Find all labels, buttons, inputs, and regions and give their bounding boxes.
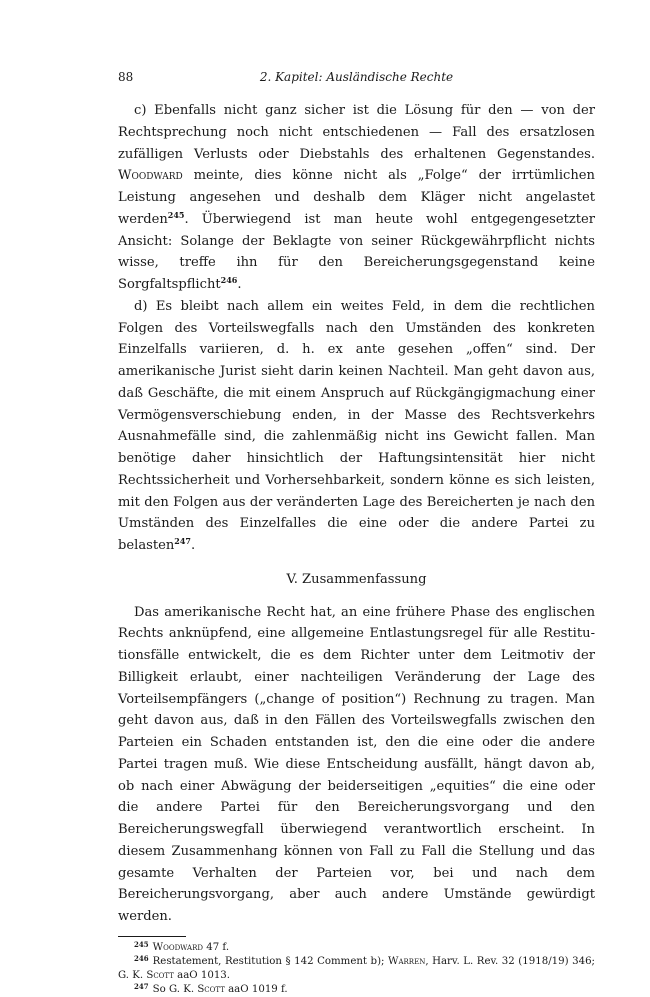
footnote-text: Restatement, Restitution § 142 Comment b); [152,955,389,967]
footnote-number: 247 [134,981,149,991]
paragraph-c [118,100,595,296]
footnote-divider [118,936,186,937]
paragraph-d-text-1: d) Es bleibt nach allem ein weites Feld, in dem die rechtlichen Folgen des Vorteilswegfalls nach den Umständen des konkreten Einzelfalls variieren, d. h. ex ante gesehen „offen“ sind. Der amerikanische Jurist sieht darin keinen Nachteil. Man geht davon aus, daß Geschäfte, die mit einem Anspruch auf Rückgängigmachung einer Vermögensverschiebung enden, in der Masse des Rechtsverkehrs Ausnahmefälle sind, die zahlenmäßig nicht ins Gewicht fallen. Man benötige daher hinsichtlich der Haftungsintensität hier nicht Rechtssicherheit und Vorhersehbarkeit, sondern könne es sich leisten, mit den Folgen aus der veränderten Lage des Bereicherten je nach den Umständen des Einzelfalles die eine oder die andere Partei zu belasten [118,298,595,553]
footnote-author: Warren [388,955,426,967]
paragraph-c-text-2: meinte, dies könne nicht als „Folge“ der irrtümlichen Leistung angesehen und deshalb dem Kläger nicht angelastet werden [118,168,595,227]
footnote-text: aaO 1019 f. [224,983,288,995]
footnote-number: 246 [134,953,149,963]
paragraph-c-text-3: . Überwiegend ist man heute wohl entgegengesetzter Ansicht: Solange der Beklagte von seiner Rückgewährpflicht nichts wisse, treffe ihn für den Bereicherungsgegenstand keine Sorgfaltspflicht [118,211,595,292]
page-number: 88 [118,70,134,84]
summary-paragraph: Das amerikanische Recht hat, an eine frühere Phase des englischen Rechts anknüpfend, eine allgemeine Entlastungsregel für alle Restitutionsfälle entwickelt, die es dem Richter unter dem Leitmotiv der Billigkeit erlaubt, einer nachteiligen Veränderung der Lage des Vorteilsempfängers („change of position“) Rechnung zu tragen. Man geht davon aus, daß in den Fällen des Vorteilswegfalls zwischen den Parteien ein Schaden entstanden ist, den die eine oder die andere Partei tragen muß. Wie diese Entscheidung ausfällt, hängt davon ab, ob nach einer Abwägung der beiderseitigen „equities“ die eine oder die andere Partei für den Bereicherungsvorgang und den Bereicherungswegfall überwiegend verantwortlich erscheint. In diesem Zusammenhang können von Fall zu Fall die Stellung und das gesamte Verhalten der Parteien vor, bei und nach dem Bereicherungsvorgang, aber auch andere Umstände gewürdigt werden. [118,604,595,924]
running-header [118,70,595,90]
footnote-245 [118,941,595,955]
paragraph-d-text-2: . [191,538,196,553]
chapter-title: 2. Kapitel: Ausländische Rechte [259,70,454,84]
section-heading: V. Zusammenfassung [286,571,427,587]
footnote-text: aaO 1013. [173,969,231,981]
footnote-text: So G. K. [152,983,198,995]
footnote-247 [118,983,595,997]
body-text [118,100,595,928]
paragraph-c-text-4: . [237,277,242,292]
footnote-author: Woodward [152,941,203,953]
footnote-text: 47 f. [202,941,230,953]
author-name: Woodward [118,168,183,184]
footnote-number: 245 [134,939,149,949]
paragraph-c-text-1: c) Ebenfalls nicht ganz sicher ist die Lösung für den — von der Rechtsprechung noch nicht entschiedenen — Fall des ersatzlosen zufälligen Verlusts oder Diebstahls des erhaltenen Gegenstandes. [118,103,595,162]
footnote-reference: 247 [174,536,191,546]
footnote-reference: 246 [220,275,238,285]
book-page [118,70,595,997]
footnote-246 [118,955,595,983]
footnote-text: , Harv. L. Rev. 32 (1918/19) 346; G. K. [118,955,595,981]
paragraph-d [118,296,595,557]
footnote-reference: 245 [167,209,185,220]
footnote-author: Scott [197,983,225,995]
footnote-author: Scott [146,969,174,981]
footnotes [118,941,595,997]
